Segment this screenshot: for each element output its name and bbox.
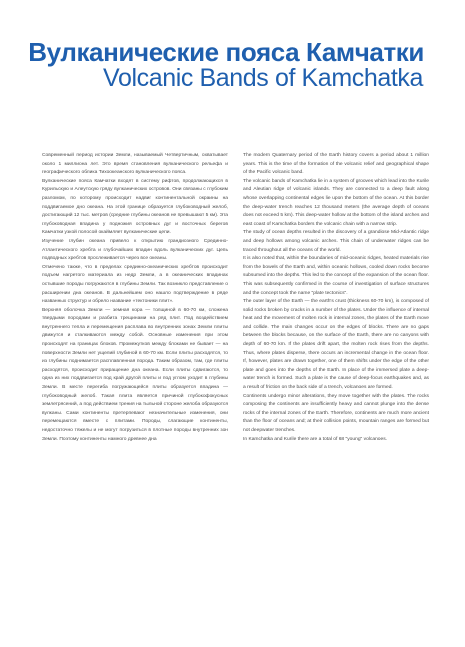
english-text-column <box>243 152 429 632</box>
paragraph-en-1: The modern Quaternary period of the Earth history covers a period about 1 million years. This is the time of the formation of the volcanic relief and geographical shape of the Pacific volcanic band. <box>243 153 429 176</box>
paragraph-en-5: The outer layer of the Earth — the earth's crust (thickness 60-70 km), is composed of solid rocks broken by cracks in a number of the plates. Under the influence of internal heat and the movement of molten rock in internal zones, the plates of the Earth move and collide. The main changes occur on the edges of blocks. There are no gaps between the blocks because, on the surface of the Earth, there are no canyons with depth of 60-70 km. If the plates drift apart, the molten rock rises from the depths. Thus, where plates disperse, there occurs an incremental change in the ocean floor. If, however, plates are drawn together, one of them shifts under the edge of the other plate and goes into the depths of the Earth. In place of the immersed plate a deep-water trench is formed. Such a plate is the cause of deep-focus earthquakes and, as a result of friction on the back side of a trench, volcanoes are formed. <box>243 299 429 391</box>
paragraph-en-3: The study of ocean depths resulted in the discovery of a grandiose Mid-Atlantic ridge and deep hollows among volcanic arches. This chain of underwater ridges can be traced throughout all the oceans of the world. <box>243 230 429 253</box>
title-english: Volcanic Bands of Kamchatka <box>103 64 423 92</box>
paragraph-ru-4: Отмечено также, что в пределах срединно-океанических хребтов происходит подъем нагретого материала из недр Земли, а в океанических впадинах остывшие породы погружаются в глубины Земли. Так возникло представление о расширении дна океанов. В дальнейшем оно нашло подтверждение в ряде названных структур и обрело название «тектоники плит». <box>42 264 228 305</box>
paragraph-en-6: Continents undergo minor alterations, they move together with the plates. The rocks composing the continents are insufficiently heavy and cannot plunge into the dense rocks of the internal zones of the Earth. Therefore, continents are much more ancient than the floor of oceans and; at their collision points, mountain ranges are formed but not deepwater trenches. <box>243 393 429 433</box>
paragraph-ru-5: Верхняя оболочка Земли — земная кора — толщиной в 60-70 км, сложена твердыми породами и разбита трещинами на ряд плит. Под воздействием внутреннего тепла и перемещения расплава во внутренних зонах Земли плиты движутся и сталкиваются между собой. Основные изменения при этом происходят на границах блоков. Промежутков между блоками не бывает — на поверхности Земли нет ущелий глубиной в 60-70 км. Если плиты расходятся, то из глубины поднимается расплавленная порода. Таким образом, там, где плиты расходятся, происходит приращение дна океана. Если плиты сдвигаются, то одна из них поддвигается под край другой плиты и под углом уходит в глубины Земли. В месте перегиба погружающейся плиты образуется впадина — глубоководный желоб. Такая плита является причиной глубокофокусных землетрясений, а под действием трения на тыльной стороне желоба образуются вулканы. Сами континенты претерпевают незначительные изменения, они перемещаются вместе с плитами. Породы, слагающие континенты, недостаточно тяжелы и не могут погрузиться в плотные породы внутренних зон Земли. Поэтому континенты намного древнее дна <box>42 307 228 442</box>
paragraph-ru-1: Современный период истории Земли, называемый Четвертичным, охватывает около 1 миллиона лет. Это время становления вулканического рельефа и географического облика Тихоокеанского вулканического пояса. <box>42 153 228 176</box>
paragraph-ru-2: Вулканические пояса Камчатки входят в систему рифтов, продолжающихся в Курильскую и Алеутскую гряду вулканических островов. Они связаны с глубоким разломом, по которому происходит надвиг континентальной окраины на поддвигаемое дно океана. На этой границе образуется глубоководный желоб, достигающий 12 тыс. метров (средние глубины океанов не превышают 5 км). Эта глубоководная впадина у подножия островных дуг и восточных берегов Камчатки узкой полосой окаймляет вулканические цепи. <box>42 178 228 236</box>
paragraph-en-4: It is also noted that, within the boundaries of mid-oceanic ridges, heated materials rise from the bowels of the Earth and, within oceanic hollows, cooled down rocks become subsumed into the depths. This led to the concept of the expansion of the ocean floor. This was subsequently confirmed in the course of investigation of surface structures and the concept took the name "plate tectonics". <box>243 256 429 296</box>
paragraph-en-7: In Kamchatka and Kurile there are a total of 68 "young" volcanoes. <box>243 436 388 442</box>
title-russian: Вулканические пояса Камчатки <box>28 37 424 67</box>
russian-text-column <box>42 152 228 632</box>
paragraph-en-2: The volcanic bands of Kamchatka lie in a system of grooves which lead into the Kurile and Aleutian ridge of volcanic islands. They are connected to a deep fault along whose overlapping continental edges lie upon the bottom of the ocean. At this border the deep-water trench reaches 12 thousand meters (the average depth of oceans does not exceed 5 km). This deep-water hollow at the bottom of the island arches and east coast of Kamchatka borders the volcanic chain with a narrow strip. <box>243 178 429 227</box>
paragraph-ru-3: Изучение глубин океана привело к открытию грандиозного Срединно-Атлантического хребта и глубочайших впадин вдоль вулканических дуг. Цепь подводных хребтов прослеживается через все океаны. <box>42 238 228 262</box>
